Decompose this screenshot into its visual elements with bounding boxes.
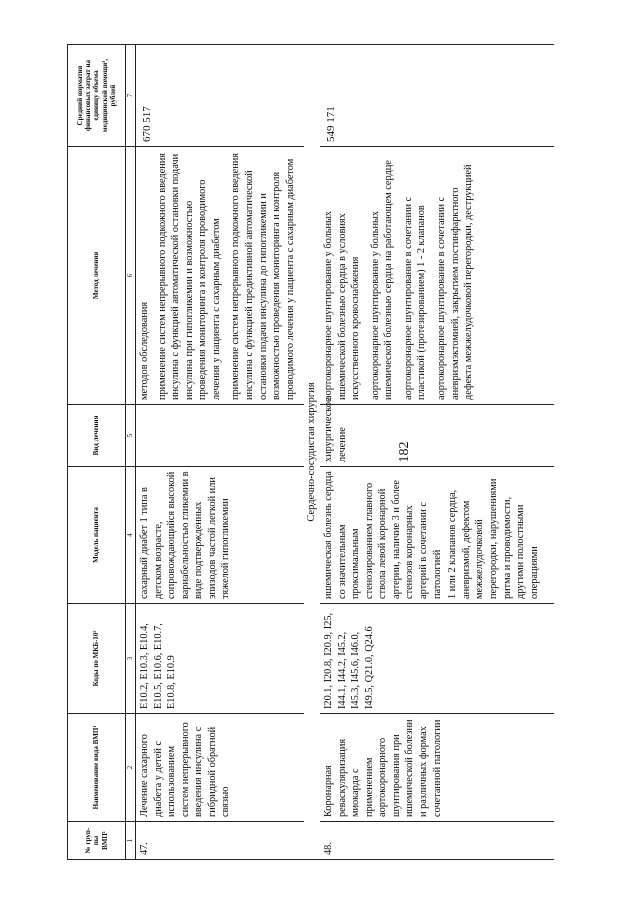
section-title: Сердечно-сосудистая хирургия [304, 45, 320, 860]
vmp-name: Лечение сахарного диабета у детей с использованием систем непрерывного введения инсулина с гибридной обратной связью [136, 714, 305, 822]
patient-model-part: 1 или 2 клапанов сердца, аневризмой, дефектом межжелудочковой перегородки, нарушениями ритма и проводимости, другими полостными операциями [447, 478, 540, 599]
method-item: аортокоронарное шунтирование у больных ишемической болезнью сердца на работающем сердце [369, 160, 395, 400]
col-number: 6 [126, 147, 136, 405]
col-number: 3 [126, 604, 136, 714]
patient-model [320, 467, 554, 604]
method-item: аортокоронарное шунтирование у больных ишемической болезнью сердца в условиях искусственного кровоснабжения [323, 210, 362, 400]
method-item: применение систем непрерывного подкожного введения инсулина с функцией предиктивной автоматической остановки подачи инсулина до гипогликемии и возможностью проведения мониторинга и контроля проводимого лечения у пациента с сахарным диабетом [230, 153, 296, 400]
patient-model: сахарный диабет 1 типа в детском возрасте, сопровождающийся высокой вариабельностью гликемии в виде подтвержденных эпизодов частой легкой или тяжелой гипогликемии [136, 467, 305, 604]
cost-value: 549 171 [320, 45, 554, 147]
header-type: Вид лечения [68, 405, 126, 467]
method-item: аортокоронарное шунтирование в сочетании с аневризмэктомией, закрытием постинфарктного дефекта межжелудочковой перегородки, деструкцией [436, 164, 475, 400]
header-method: Метод лечения [68, 147, 126, 405]
header-model: Модель пациента [68, 467, 126, 604]
header-cost: Средний норматив финансовых затрат на единицу объема медицинской помощи³, рублей [68, 45, 126, 147]
col-number: 5 [126, 405, 136, 467]
col-number: 4 [126, 467, 136, 604]
treatment-methods [320, 147, 554, 405]
col-number: 7 [126, 45, 136, 147]
col-number: 2 [126, 714, 136, 822]
col-number: 1 [126, 822, 136, 860]
vmp-name: Коронарная реваскуляризация миокарда с применением аортокоронарного шунтирования при ишемической болезни и различных формах сочетанной патологии [320, 714, 554, 822]
cost-value: 670 517 [136, 45, 305, 147]
treatment-type [136, 405, 305, 467]
treatment-type: хирургическое лечение [320, 405, 554, 467]
column-number-row [126, 45, 136, 860]
header-row [68, 45, 126, 860]
section-row [304, 45, 320, 860]
table-row [136, 45, 305, 860]
method-item: применение систем непрерывного подкожного введения инсулина с функцией автоматической остановки подачи инсулина при гипогликемии и возможностью проведения мониторинга и контроля проводимого лечения у пациента с сахарным диабетом [156, 153, 222, 400]
page-number: 182 [397, 441, 412, 463]
header-codes: Коды по МКБ-10² [68, 604, 126, 714]
carryover-text: методов обследования [139, 301, 150, 400]
rotated-table-container [67, 45, 615, 860]
row-number: 48. [320, 822, 554, 860]
icd-codes: I20.1, I20.8, I20.9, I25, I44.1, I44.2, I45.2, I45.3, I45.6, I46.0, I49.5, Q21.0, Q24.6 [320, 604, 554, 714]
header-num: № груп-пы ВМП¹ [68, 822, 126, 860]
patient-model-part: ишемическая болезнь сердца со значительным проксимальным стенозированием главного ствола левой коронарной артерии, наличие 3 и более стенозов коронарных артерий в сочетании с патологией [323, 471, 443, 599]
header-name: Наименование вида ВМП¹ [68, 714, 126, 822]
table-row [320, 45, 554, 860]
method-item: аортокоронарное шунтирование в сочетании с пластикой (протезированием) 1 - 2 клапанов [402, 196, 428, 400]
treatment-methods [136, 147, 305, 405]
row-number: 47. [136, 822, 305, 860]
vmp-table [67, 44, 554, 860]
icd-codes: E10.2, E10.3, E10.4, E10.5, E10.6, E10.7, E10.8, E10.9 [136, 604, 305, 714]
